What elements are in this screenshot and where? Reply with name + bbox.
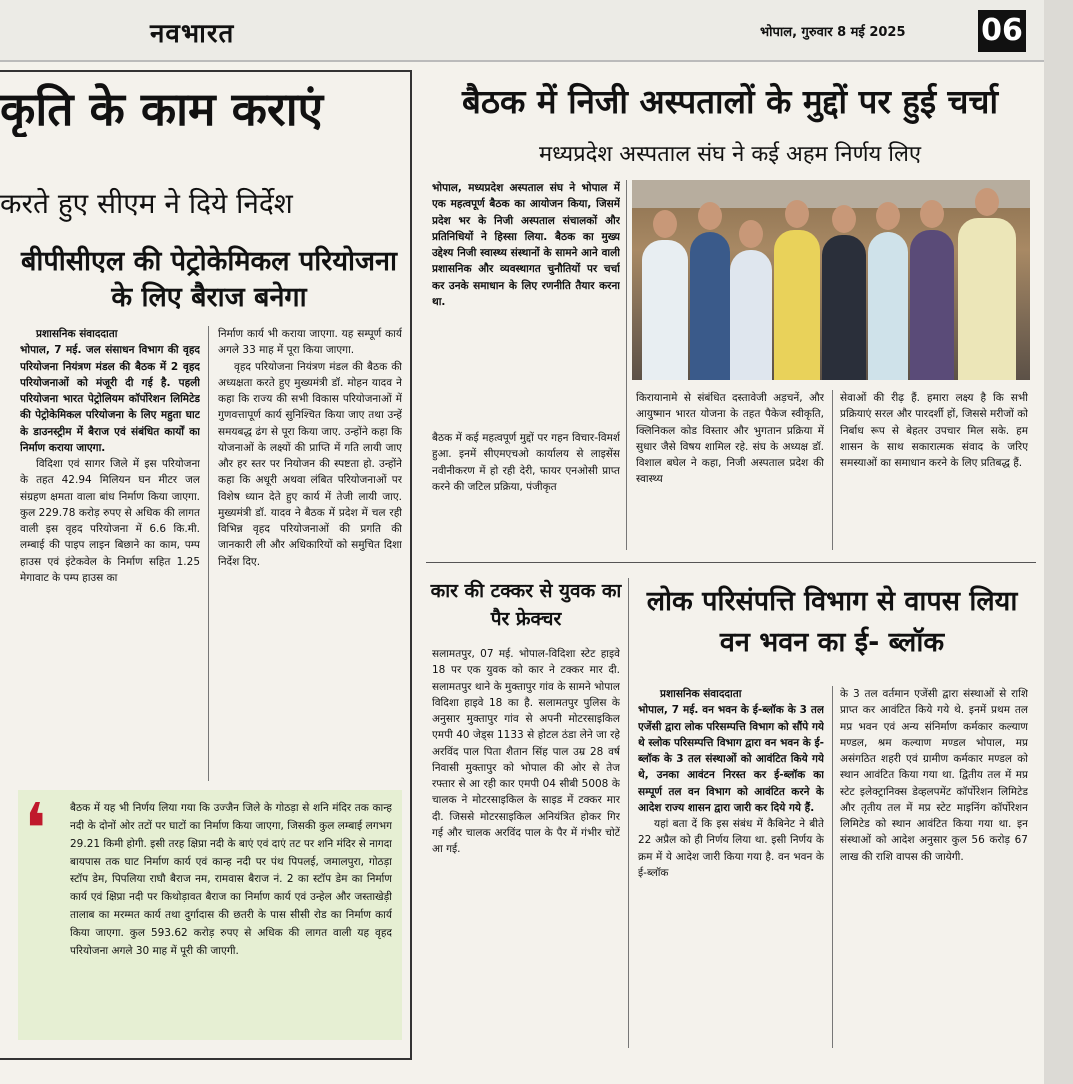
left-story-headline: कृति के काम कराएं [0,82,324,136]
lok-col1-body: यहां बता दें कि इस संबंध में कैबिनेट ने बीते 22 अप्रैल को ही निर्णय लिया था. इसी निर्णय के क्रम में ये आदेश जारी किया गया है. वन भवन के ई-ब्लॉक [638,818,824,879]
left-col-divider [208,326,209,781]
page-number: 06 [978,10,1026,52]
photo-person [690,232,730,380]
left-story-col1 [20,326,200,786]
left-story-col2-p1: निर्माण कार्य भी कराया जाएगा. यह सम्पूर्ण कार्य अगले 33 माह में पूरा किया जाएगा. [218,328,402,357]
lok-col2: के 3 तल वर्तमान एजेंसी द्वारा संस्थाओं से राशि प्राप्त कर आवंटित किये गये थे. इनमें प्रथम तल मप्र भवन एवं अन्य संनिर्माण कर्मकार कल्याण मण्डल, श्रम कल्याण मण्डल भोपाल, मप्र असंगठित शहरी एवं ग्रामीण कर्मकार मण्डल को स्थान आवंटित किया गया था. द्वितीय तल में मप्र स्टेट इलेक्ट्रानिक्स डेव्हलपमेंट कॉर्पोरेशन लिमिटेड और तृतीय तल में मप्र स्टेट माइनिंग कॉर्पोरेशन लिमिटेड को स्थान आवंटित किया गया था. इन संस्थाओं को आदेश अनुसार कुल 56 करोड़ 67 लाख की राशि वापस की जायेगी. [840,688,1028,863]
hospital-col1: बैठक में कई महत्वपूर्ण मुद्दों पर गहन विचार-विमर्श हुआ. इनमें सीएमएचओ कार्यालय से लाइसेंस नवीनीकरण में हो रही देरी, फायर एनओसी प्राप्त करने की जटिल प्रक्रिया, पंजीकृत [432,432,620,493]
photo-person [958,218,1016,380]
hospital-col-divider [832,390,833,550]
left-story-lead: भोपाल, 7 मई. जल संसाधन विभाग की वृहद परियोजना नियंत्रण मंडल की बैठक में 2 वृहद परियोजनाओं को मंजूरी दी गई है. पहली परियोजना भारत पेट्रोलियम कॉर्पोरेशन लिमिटेड की पेट्रोकेमिकल परियोजना के लिए महुता घाट के डाउनस्ट्रीम में बैराज एवं संबंधित कार्यों का निर्माण कराया जाएगा. [20,344,200,454]
dateline: भोपाल, गुरुवार 8 मई 2025 [760,25,906,40]
left-story-byline: प्रशासनिक संवाददाता [36,328,118,340]
hospital-col2: किरायानामे से संबंधित दस्तावेजी अड़चनें, और आयुष्मान भारत योजना के तहत पैकेज स्वीकृति, क्लिनिकल कोड विस्तार और भुगतान प्रक्रिया में सुधार जैसे विषय शामिल रहे. संघ के अध्यक्ष डॉ. विशाल बघेल ने कहा, निजी अस्पताल प्रदेश की स्वास्थ्य [636,392,824,486]
masthead-rule [0,60,1073,62]
quote-mark-icon: ❛ [24,788,47,870]
left-story-col1-body: विदिशा एवं सागर जिले में इस परियोजना के तहत 42.94 मिलियन घन मीटर जल संग्रहण क्षमता वाला बांध निर्माण किया जाएगा. कुल 229.78 करोड़ रुपए से अधिक की लागत वाली इस वृहद परियोजना में 6.6 कि.मी. लम्बाई की पाइप लाइन बिछाने का काम, पम्प हाउस एवं इंटेकवेल के निर्माण सहित 1.25 मेगावाट के पम्प हाउस का [20,458,200,584]
lok-headline: लोक परिसंपत्ति विभाग से वापस लिया वन भवन का ई- ब्लॉक [646,586,1018,658]
photo-person [822,235,866,380]
photo-person [868,232,908,380]
lok-lead: भोपाल, 7 मई. वन भवन के ई-ब्लॉक के 3 तल एजेंसी द्वारा लोक परिसम्पत्ति विभाग को सौंपे गये थे स्लोक परिसम्पत्ति विभाग द्वारा वन भवन के ई-ब्लॉक के 3 तल संस्थाओं को आवंटित किये गये थे, उनका आवंटन निरस्त कर ई-ब्लॉक का सम्पूर्ण तल वन विभाग को आवंटित करने के आदेश राज्य शासन द्वारा जारी कर दिये गये हैं. [638,704,824,814]
paper-name: नवभारत [150,19,235,49]
photo-person [774,230,820,380]
left-story-subhead: करते हुए सीएम ने दिये निर्देश [0,187,293,220]
left-story-title: बीपीसीएल की पेट्रोकेमिकल परियोजना के लिए बैराज बनेगा [20,246,398,314]
photo-person [910,230,954,380]
meeting-photo [632,180,1030,380]
left-story-quote-box [18,790,402,1040]
section-divider [426,562,1036,563]
hospital-col-divider [626,180,627,550]
lok-col-divider [832,686,833,1048]
accident-body: सलामतपुर, 07 मई. भोपाल-विदिशा स्टेट हाइवे 18 पर एक युवक को कार ने टक्कर मार दी. सलामतपुर थाने के मुक्तापुर गांव के सामने भोपाल विदिशा हाइवे 18 का है. सलामतपुर पुलिस के अनुसार मुक्तापुर गांव से अपनी मोटरसाइकिल एमपी 40 जेड्स 1133 से होटल ठंडा लेने जा रहे अरविंद पाल पिता शैतान सिंह पाल उम्र 28 वर्ष निवासी मुक्तापुर को भोपाल की ओर से तेज रफ्तार से आ रही कार एमपी 04 सीबी 5008 के चालक ने मोटरसाइकिल के साइड में टक्कर मार दी. जिससे मोटरसाइकिल अनियंत्रित होकर गिर गई और चालक अरविंद पाल के पैर में गंभीर चोटें आ गई. [432,648,620,856]
hospital-lead: भोपाल, मध्यप्रदेश अस्पताल संघ ने भोपाल में एक महत्वपूर्ण बैठक का आयोजन किया, जिसमें प्रदेश भर के निजी अस्पताल संचालकों और प्रतिनिधियों ने हिस्सा लिया. बैठक का मुख्य उद्देश्य निजी स्वास्थ्य संस्थानों के सामने आने वाली प्रशासनिक और व्यवस्थागत चुनौतियों पर चर्चा कर उनके समाधान के लिए रणनीति तैयार करना था. [432,182,620,308]
left-story-quote-text: बैठक में यह भी निर्णय लिया गया कि उज्जैन जिले के गोठड़ा से शनि मंदिर तक कान्ह नदी के दोनों ओर तटों पर घाटों का निर्माण किया जाएगा, जिसकी कुल लम्बाई लगभग 29.21 किमी होगी. इसी तरह क्षिप्रा नदी के बाएं एवं दाएं तट पर शनि मंदिर से नागदा बायपास तक घाट निर्माण कार्य एवं कान्ह नदी पर पंथ पिपलई, जमालपुरा, गोठड़ा स्टॉप डेम, पिपलिया राघौ बैराज नम, रामवास बैराज नं. 2 का स्टॉप डेम का निर्माण कार्य एवं क्षिप्रा नदी पर किथोड़ावत बैराज का निर्माण कार्य एवं उन्हेल और जस्ताखेड़ी तालाब का मरम्मत कार्य तथा दुर्गादास की छतरी के पास सीसी रोड का निर्माण कार्य किया जाएगा. कुल 593.62 करोड़ रुपए से अधिक की लागत वाली यह वृहद परियोजना अगले 30 माह में पूरी की जाएगी. [70,802,392,957]
photo-person [730,250,772,380]
photo-ceiling [632,180,1030,208]
left-story-col2 [218,326,402,786]
accident-headline: कार की टक्कर से युवक का पैर फ्रेक्चर [430,580,622,630]
lok-byline: प्रशासनिक संवाददाता [660,688,742,700]
accident-divider [628,578,629,1048]
hospital-col3: सेवाओं की रीढ़ हैं. हमारा लक्ष्य है कि सभी प्रक्रियाएं सरल और पारदर्शी हों, जिससे मरीजों को निर्बाध रूप से बेहतर उपचार मिल सके. हम शासन के साथ सकारात्मक संवाद के जरिए समस्याओं का समाधान करने के लिए प्रतिबद्ध हैं. [840,392,1028,470]
page-edge [1044,0,1073,1084]
hospital-subhead: मध्यप्रदेश अस्पताल संघ ने कई अहम निर्णय लिए [538,142,922,167]
photo-person [642,240,688,380]
left-story-col2-p2: वृहद परियोजना नियंत्रण मंडल की बैठक की अध्यक्षता करते हुए मुख्यमंत्री डॉ. मोहन यादव ने कहा कि राज्य की सभी विकास परियोजनाओं में गुणवत्तापूर्ण कार्य सुनिश्चित किया जाए तथा उन्हें समयबद्ध ढंग से पूरा किया जाए. उन्होंने कहा कि योजनाओं के लक्ष्यों की प्राप्ति में गति लायी जाए और हर स्तर पर नियोजन की स्पष्टता हो. उन्होंने कहा कि अधूरी अथवा लंबित परियोजनाओं पर विशेष ध्यान देते हुए कार्य में तेजी लायी जाए. मुख्यमंत्री डॉ. यादव ने बैठक में प्रदेश में चल रही विभिन्न वृहद परियोजनाओं की प्रगति की जानकारी ली और अधिकारियों को समुचित दिशा निर्देश दिए. [218,360,402,568]
hospital-headline: बैठक में निजी अस्पतालों के मुद्दों पर हुई चर्चा [462,82,998,121]
lok-col1 [638,686,824,1048]
